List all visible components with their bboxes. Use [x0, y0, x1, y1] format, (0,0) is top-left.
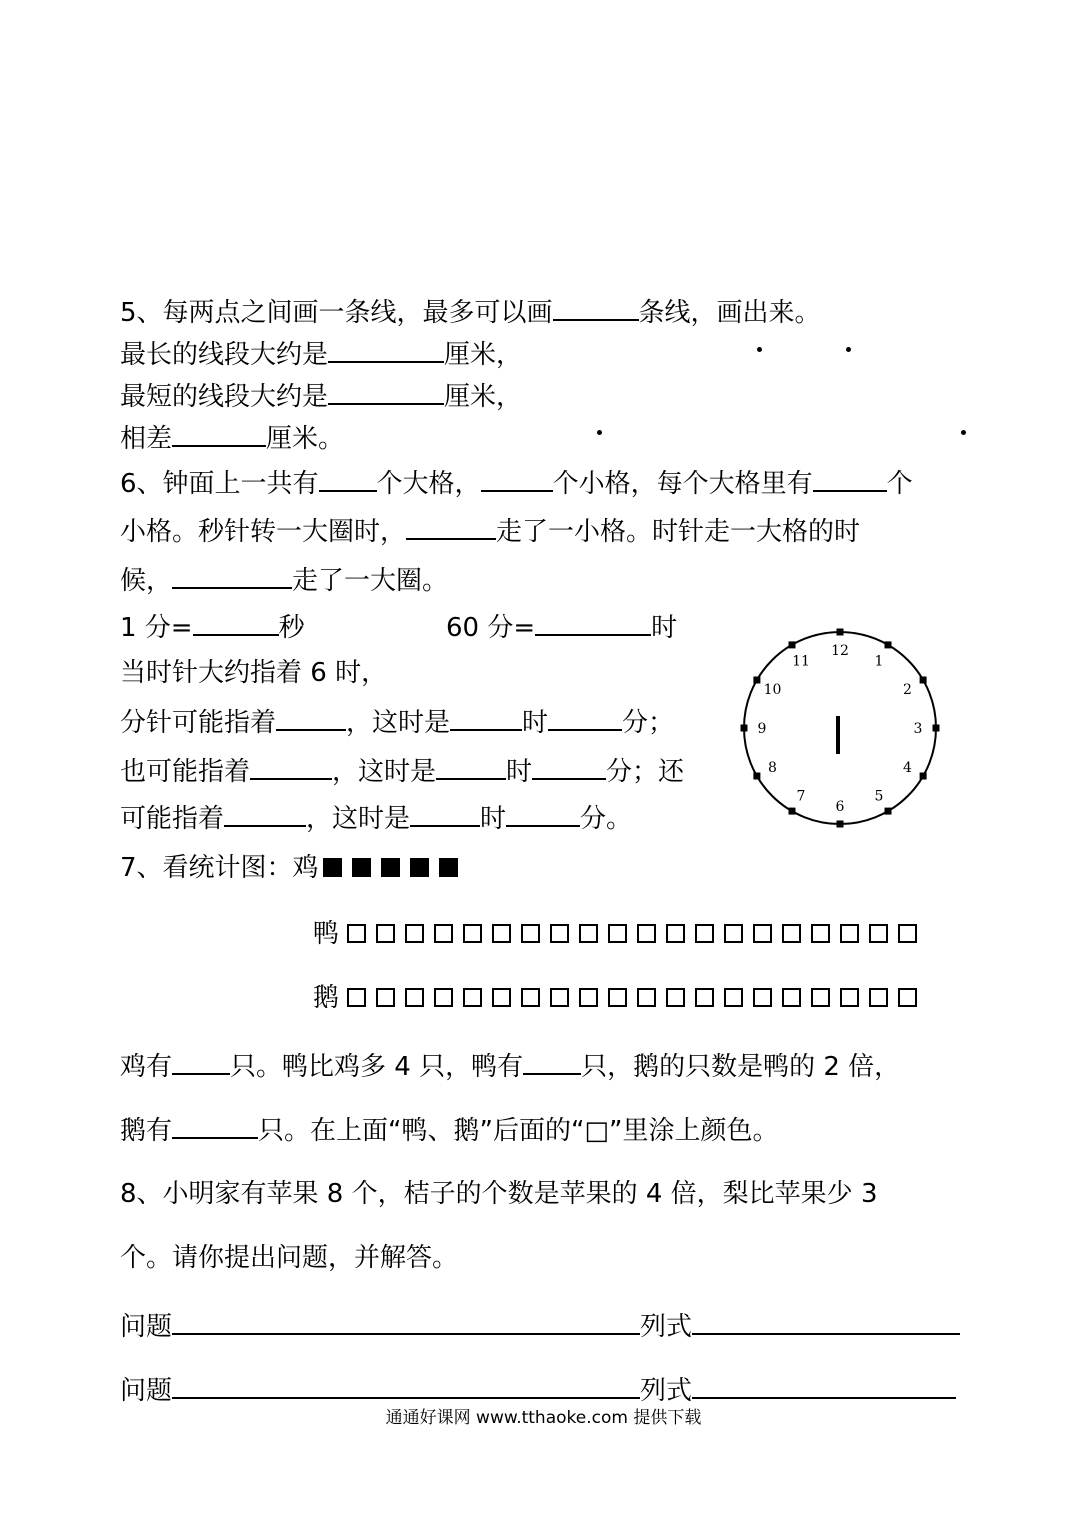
empty-square[interactable]	[666, 988, 685, 1007]
q7-line-goose	[313, 981, 927, 1015]
chicken-label: 鸡	[292, 853, 319, 883]
empty-square[interactable]	[666, 924, 685, 943]
answer-blank[interactable]	[172, 419, 266, 447]
answer-blank[interactable]	[523, 1047, 581, 1075]
q6-text: 6、钟面上一共有	[120, 469, 319, 499]
clock-tick	[837, 821, 844, 828]
empty-square[interactable]	[724, 924, 743, 943]
q5-line-3	[120, 377, 522, 414]
q6-text: 分。	[580, 804, 633, 834]
clock-face	[734, 622, 946, 834]
clock-numeral: 6	[835, 799, 845, 815]
q5-text: 厘米，	[444, 382, 523, 412]
q5-text: 厘米，	[444, 340, 523, 370]
answer-blank[interactable]	[328, 335, 444, 363]
q6-text: 也可能指着	[120, 757, 251, 787]
q6-line-5	[120, 656, 387, 690]
q6-text: 分；	[622, 708, 675, 738]
empty-square[interactable]	[608, 988, 627, 1007]
clock-numeral: 1	[874, 653, 884, 670]
clock-numeral: 4	[903, 760, 912, 776]
q6-text: 分；还	[606, 757, 685, 787]
answer-blank[interactable]	[328, 377, 444, 405]
q6-text: 走了一小格。时针走一大格的时	[496, 517, 861, 547]
empty-square[interactable]	[869, 924, 888, 943]
empty-square[interactable]	[811, 988, 830, 1007]
q6-text: 60 分=	[446, 613, 536, 643]
answer-blank[interactable]	[532, 752, 606, 780]
empty-square[interactable]	[840, 924, 859, 943]
filled-square	[323, 858, 342, 877]
clock-tick	[789, 641, 796, 648]
clock-numeral: 5	[874, 788, 884, 805]
answer-blank[interactable]	[813, 464, 887, 492]
clock-tick	[789, 808, 796, 815]
clock-numeral: 10	[763, 682, 782, 698]
q8-line-2	[120, 1241, 458, 1275]
q6-text: 时	[651, 613, 678, 643]
answer-blank[interactable]	[481, 464, 553, 492]
q5-text: 厘米。	[266, 424, 345, 454]
formula-label: 列式	[640, 1376, 693, 1406]
empty-square[interactable]	[521, 988, 540, 1007]
filled-square	[352, 858, 371, 877]
q6-line-3	[120, 561, 448, 598]
clock-tick	[885, 808, 892, 815]
duck-squares	[347, 919, 927, 949]
q6-line-8	[120, 799, 632, 836]
empty-square[interactable]	[434, 924, 453, 943]
q7-title: 7、看统计图：	[120, 853, 293, 883]
empty-square[interactable]	[550, 988, 569, 1007]
empty-square[interactable]	[782, 988, 801, 1007]
formula-blank[interactable]	[692, 1307, 960, 1335]
filled-square	[410, 858, 429, 877]
empty-square[interactable]	[463, 924, 482, 943]
empty-square[interactable]	[492, 924, 511, 943]
empty-square[interactable]	[579, 988, 598, 1007]
answer-blank[interactable]	[535, 608, 651, 636]
empty-square[interactable]	[376, 988, 395, 1007]
footer: 通通好课网 www.tthaoke.com 提供下载	[385, 1408, 702, 1428]
q5-line-2	[120, 335, 522, 372]
clock-tick	[753, 677, 760, 684]
empty-square[interactable]	[521, 924, 540, 943]
clock-tick	[837, 629, 844, 636]
q6-text: 候，	[120, 566, 173, 596]
q6-line-2	[120, 512, 860, 549]
q7-text: 只。鸭比鸡多 4 只，鸭有	[230, 1052, 524, 1082]
answer-blank[interactable]	[406, 512, 496, 540]
q6-text: 个小格，每个大格里有	[552, 469, 813, 499]
filled-square	[439, 858, 458, 877]
empty-square[interactable]	[405, 988, 424, 1007]
empty-square[interactable]	[550, 924, 569, 943]
empty-square[interactable]	[782, 924, 801, 943]
answer-blank[interactable]	[172, 1111, 258, 1139]
empty-square[interactable]	[695, 988, 714, 1007]
empty-square[interactable]	[405, 924, 424, 943]
clock-numeral: 2	[903, 682, 912, 698]
q6-text: 时	[480, 804, 507, 834]
answer-blank[interactable]	[553, 293, 639, 321]
empty-square[interactable]	[840, 988, 859, 1007]
q6-line-1	[120, 464, 913, 501]
q8-answer-row-2	[120, 1371, 956, 1408]
q6-text: 个大格，	[376, 469, 481, 499]
empty-square[interactable]	[753, 988, 772, 1007]
point-dot	[597, 430, 602, 435]
empty-square[interactable]	[347, 988, 366, 1007]
answer-blank[interactable]	[172, 1047, 230, 1075]
clock-tick	[741, 725, 748, 732]
clock-numeral: 12	[831, 643, 849, 659]
clock-numeral: 7	[796, 788, 806, 805]
q6-text: ，这时是	[332, 757, 437, 787]
q5-line-1	[120, 293, 821, 330]
clock-tick	[753, 773, 760, 780]
q6-text: ，这时是	[306, 804, 411, 834]
question-blank[interactable]	[172, 1307, 640, 1335]
q8-answer-row-1	[120, 1307, 960, 1344]
point-dot	[757, 347, 762, 352]
question-label: 问题	[120, 1312, 173, 1342]
empty-square[interactable]	[637, 988, 656, 1007]
empty-square[interactable]	[898, 988, 917, 1007]
q7-line-title	[120, 851, 468, 885]
goose-label: 鹅	[313, 983, 340, 1013]
q6-line-4b	[446, 608, 677, 645]
empty-square[interactable]	[869, 988, 888, 1007]
clock-numeral: 3	[913, 721, 923, 737]
empty-square[interactable]	[492, 988, 511, 1007]
q8-line-1	[120, 1177, 878, 1211]
empty-square[interactable]	[463, 988, 482, 1007]
answer-blank[interactable]	[224, 799, 306, 827]
q5-line-4	[120, 419, 344, 456]
q7-text: 鸡有	[120, 1052, 173, 1082]
question-label: 问题	[120, 1376, 173, 1406]
answer-blank[interactable]	[506, 799, 580, 827]
clock-numeral: 11	[792, 653, 810, 670]
formula-label: 列式	[640, 1312, 693, 1342]
empty-square[interactable]	[753, 924, 772, 943]
q5-text: 最短的线段大约是	[120, 382, 329, 412]
q6-text: 当时针大约指着 6 时，	[120, 658, 388, 688]
clock-numeral: 9	[757, 721, 767, 737]
q6-text: 时	[506, 757, 533, 787]
empty-square[interactable]	[637, 924, 656, 943]
clock-tick	[920, 773, 927, 780]
q6-text: 可能指着	[120, 804, 225, 834]
empty-square[interactable]	[376, 924, 395, 943]
q5-text: 相差	[120, 424, 173, 454]
q7-line-1	[120, 1047, 900, 1084]
q6-text: ，这时是	[346, 708, 451, 738]
empty-square[interactable]	[434, 988, 453, 1007]
answer-blank[interactable]	[276, 703, 346, 731]
q6-text: 分针可能指着	[120, 708, 277, 738]
q6-line-6	[120, 703, 674, 740]
q7-line-duck	[313, 917, 927, 951]
answer-blank[interactable]	[450, 703, 522, 731]
q7-text: 只，鹅的只数是鸭的 2 倍，	[581, 1052, 901, 1082]
answer-blank[interactable]	[319, 464, 377, 492]
q5-text: 条线，画出来。	[638, 298, 821, 328]
answer-blank[interactable]	[193, 608, 279, 636]
empty-square[interactable]	[695, 924, 714, 943]
q6-text: 1 分=	[120, 613, 193, 643]
answer-blank[interactable]	[548, 703, 622, 731]
answer-blank[interactable]	[172, 561, 292, 589]
clock-tick	[885, 641, 892, 648]
q6-text: 小格。秒针转一大圈时，	[120, 517, 407, 547]
q7-line-2	[120, 1111, 778, 1148]
empty-square[interactable]	[579, 924, 598, 943]
goose-squares	[347, 983, 927, 1013]
empty-square[interactable]	[811, 924, 830, 943]
empty-square[interactable]	[608, 924, 627, 943]
filled-square	[381, 858, 400, 877]
answer-blank[interactable]	[436, 752, 506, 780]
q6-text: 走了一大圈。	[292, 566, 449, 596]
q6-line-7	[120, 752, 684, 789]
chicken-squares	[323, 853, 468, 883]
clock-tick	[920, 677, 927, 684]
q6-text: 秒	[278, 613, 305, 643]
answer-blank[interactable]	[250, 752, 332, 780]
q6-text: 时	[522, 708, 549, 738]
formula-blank[interactable]	[692, 1371, 956, 1399]
empty-square[interactable]	[347, 924, 366, 943]
empty-square[interactable]	[898, 924, 917, 943]
q6-line-4	[120, 608, 305, 645]
answer-blank[interactable]	[410, 799, 480, 827]
q5-text: 5、每两点之间画一条线，最多可以画	[120, 298, 553, 328]
q6-text: 个	[886, 469, 913, 499]
question-blank[interactable]	[172, 1371, 640, 1399]
q7-text: 鹅有	[120, 1116, 173, 1146]
q5-text: 最长的线段大约是	[120, 340, 329, 370]
q8-text: 个。请你提出问题，并解答。	[120, 1243, 459, 1273]
q8-text: 8、小明家有苹果 8 个，桔子的个数是苹果的 4 倍，梨比苹果少 3	[120, 1179, 878, 1209]
point-dot	[846, 347, 851, 352]
q7-text: 只。在上面“鸭、鹅”后面的“□”里涂上颜色。	[258, 1116, 779, 1146]
clock-numeral: 8	[768, 760, 777, 776]
duck-label: 鸭	[313, 919, 340, 949]
point-dot	[961, 430, 966, 435]
empty-square[interactable]	[724, 988, 743, 1007]
clock-tick	[933, 725, 940, 732]
